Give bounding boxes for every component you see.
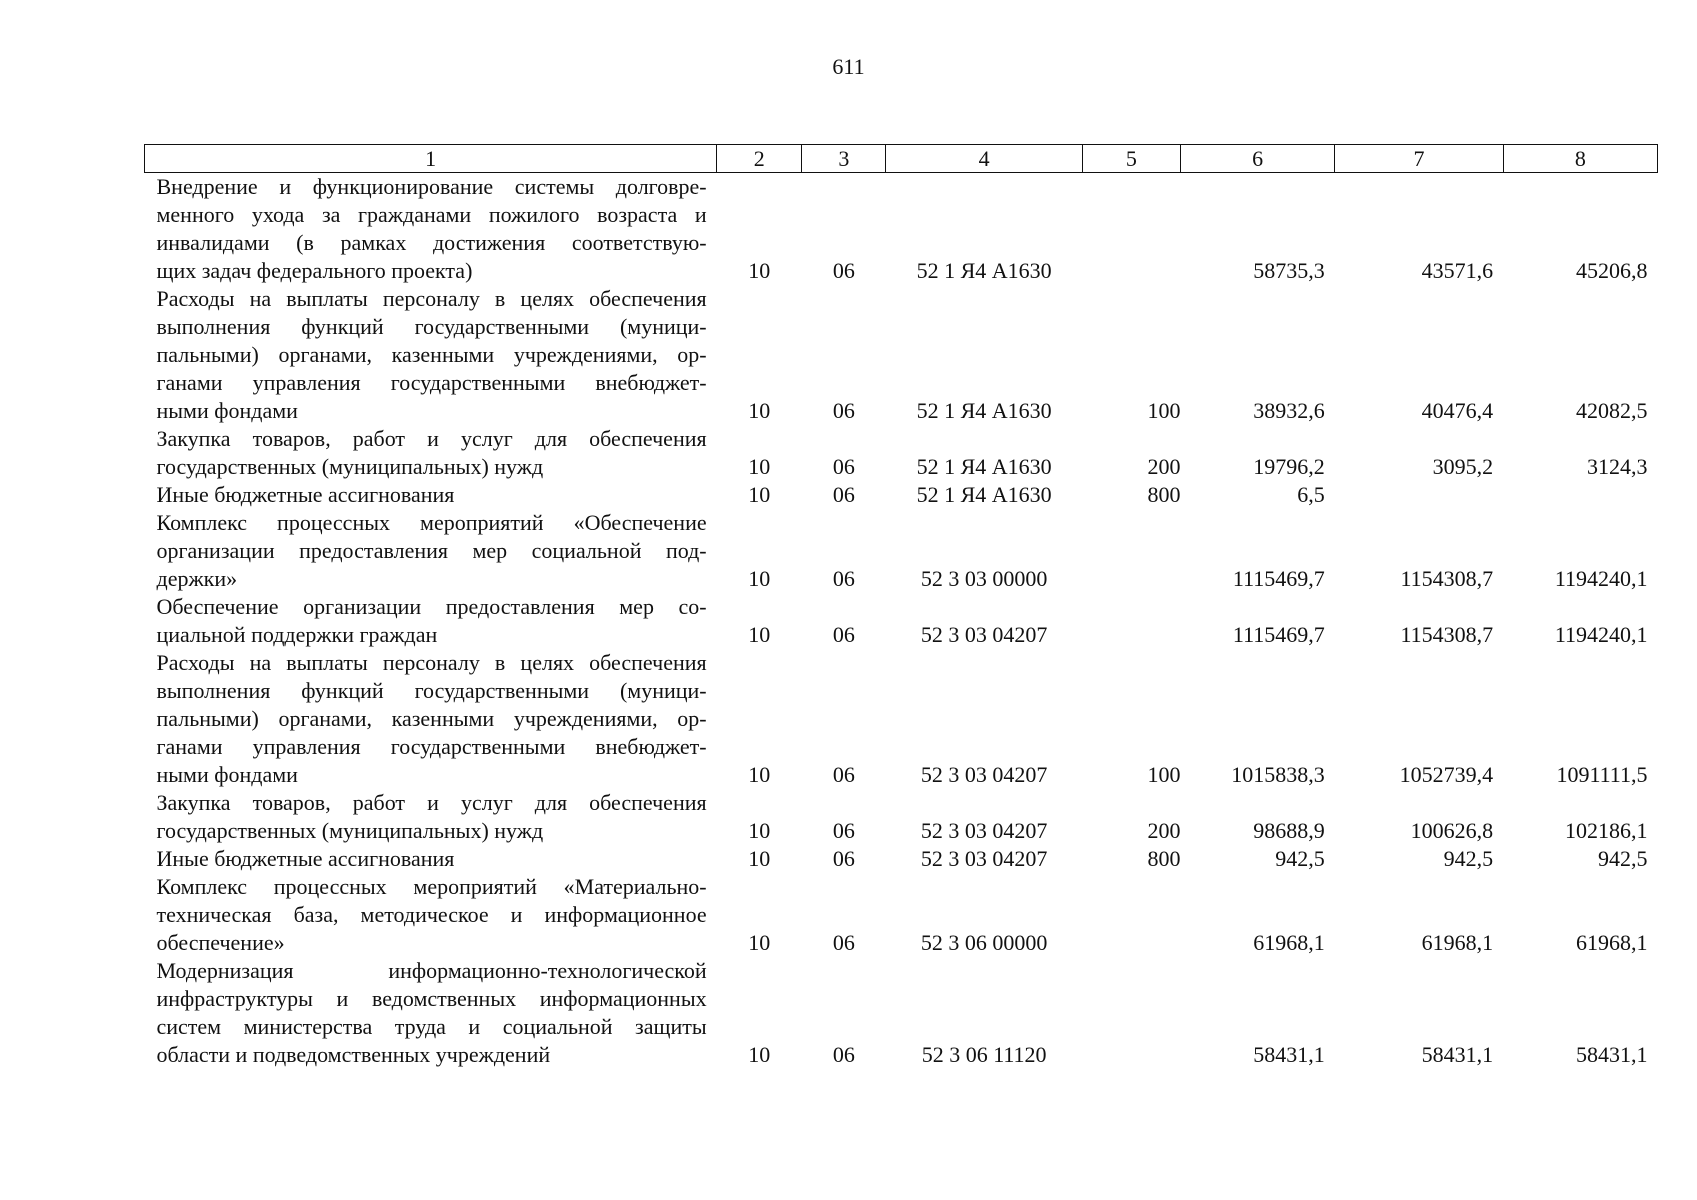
table-row xyxy=(145,957,1658,1069)
target-article-code: 52 3 03 04207 xyxy=(920,846,1048,871)
row-name-line: государственных (муниципальных) нужд xyxy=(156,818,544,843)
amount-year-2: 100626,8 xyxy=(1410,818,1494,843)
row-name-line: менного ухода за гражданами пожилого возраста и xyxy=(156,202,707,227)
table-row xyxy=(145,173,1658,286)
amount-year-1: 1115469,7 xyxy=(1232,622,1325,647)
amount-year-3: 61968,1 xyxy=(1576,930,1648,955)
section-code: 10 xyxy=(748,818,771,843)
row-name xyxy=(145,845,717,873)
row-name-line: пальными) органами, казенными учреждениями, ор- xyxy=(156,706,707,731)
row-name-line: ными фондами xyxy=(156,398,298,423)
row-name-line: пальными) органами, казенными учреждениями, ор- xyxy=(156,342,707,367)
amount-year-1: 1015838,3 xyxy=(1231,762,1325,787)
expense-type-code xyxy=(1082,173,1180,286)
row-name xyxy=(145,173,717,286)
subsection-code: 06 xyxy=(832,1042,855,1067)
target-article-code: 52 1 Я4 А1630 xyxy=(916,258,1052,283)
expense-type-code: 200 xyxy=(1147,818,1181,843)
target-article-code: 52 3 06 00000 xyxy=(920,930,1048,955)
table-row xyxy=(145,845,1658,873)
page-number: 611 xyxy=(832,54,865,79)
section-code: 10 xyxy=(748,762,771,787)
amount-year-2: 58431,1 xyxy=(1421,1042,1494,1067)
amount-year-2: 43571,6 xyxy=(1421,258,1494,283)
row-name-line: инвалидами (в рамках достижения соответствую- xyxy=(156,230,707,255)
subsection-code: 06 xyxy=(832,622,855,647)
row-name xyxy=(145,425,717,481)
row-name-line: Расходы на выплаты персоналу в целях обеспечения xyxy=(156,286,707,311)
row-name-line: выполнения функций государственными (муници- xyxy=(156,314,707,339)
table-row xyxy=(145,285,1658,425)
expense-type-code xyxy=(1082,593,1180,649)
section-code: 10 xyxy=(748,930,771,955)
target-article-code: 52 3 03 04207 xyxy=(920,762,1048,787)
row-name-line: Комплекс процессных мероприятий «Материально- xyxy=(156,874,707,899)
table-row xyxy=(145,649,1658,789)
budget-table xyxy=(144,144,1658,1069)
target-article-code: 52 1 Я4 А1630 xyxy=(916,398,1052,423)
row-name xyxy=(145,509,717,593)
amount-year-1: 61968,1 xyxy=(1253,930,1325,955)
row-name-line: циальной поддержки граждан xyxy=(156,622,438,647)
header-col-4: 4 xyxy=(886,145,1082,173)
subsection-code: 06 xyxy=(832,930,855,955)
row-name-line: Расходы на выплаты персоналу в целях обеспечения xyxy=(156,650,707,675)
row-name-line: Закупка товаров, работ и услуг для обеспечения xyxy=(156,426,707,451)
row-name-line: инфраструктуры и ведомственных информационных xyxy=(156,986,707,1011)
row-name xyxy=(145,957,717,1069)
amount-year-3: 42082,5 xyxy=(1576,398,1648,423)
amount-year-3: 102186,1 xyxy=(1565,818,1648,843)
amount-year-3: 1194240,1 xyxy=(1554,622,1648,647)
section-code: 10 xyxy=(748,1042,771,1067)
table-row xyxy=(145,789,1658,845)
table-header-row xyxy=(145,145,1658,173)
header-col-7: 7 xyxy=(1335,145,1503,173)
amount-year-1: 1115469,7 xyxy=(1232,566,1325,591)
section-code: 10 xyxy=(748,566,771,591)
row-name-line: Модернизация информационно-технологической xyxy=(156,958,707,983)
amount-year-1: 942,5 xyxy=(1275,846,1325,871)
target-article-code: 52 1 Я4 А1630 xyxy=(916,454,1052,479)
row-name xyxy=(145,481,717,509)
row-name-line: области и подведомственных учреждений xyxy=(156,1042,551,1067)
expense-type-code: 200 xyxy=(1147,454,1181,479)
amount-year-2: 1154308,7 xyxy=(1400,622,1494,647)
subsection-code: 06 xyxy=(832,762,855,787)
subsection-code: 06 xyxy=(832,566,855,591)
amount-year-1: 58735,3 xyxy=(1253,258,1325,283)
table-row xyxy=(145,509,1658,593)
subsection-code: 06 xyxy=(832,454,855,479)
section-code: 10 xyxy=(748,482,771,507)
amount-year-2: 942,5 xyxy=(1443,846,1494,871)
amount-year-2: 40476,4 xyxy=(1421,398,1494,423)
row-name-line: систем министерства труда и социальной защиты xyxy=(156,1014,707,1039)
amount-year-1: 38932,6 xyxy=(1253,398,1325,423)
row-name-line: выполнения функций государственными (муници- xyxy=(156,678,707,703)
amount-year-2: 1154308,7 xyxy=(1400,566,1494,591)
amount-year-1: 19796,2 xyxy=(1253,454,1325,479)
section-code: 10 xyxy=(748,398,771,423)
amount-year-3: 942,5 xyxy=(1598,846,1648,871)
row-name xyxy=(145,285,717,425)
expense-type-code xyxy=(1082,873,1180,957)
header-col-2: 2 xyxy=(717,145,802,173)
amount-year-2: 61968,1 xyxy=(1421,930,1494,955)
table-body xyxy=(145,173,1658,1070)
expense-type-code: 100 xyxy=(1147,398,1181,423)
row-name-line: Внедрение и функционирование системы долговре- xyxy=(156,174,707,199)
expense-type-code xyxy=(1082,957,1180,1069)
row-name-line: держки» xyxy=(156,566,238,591)
row-name-line: щих задач федерального проекта) xyxy=(156,258,473,283)
subsection-code: 06 xyxy=(832,398,855,423)
row-name-line: Закупка товаров, работ и услуг для обеспечения xyxy=(156,790,707,815)
amount-year-2 xyxy=(1335,481,1503,509)
amount-year-1: 58431,1 xyxy=(1253,1042,1325,1067)
row-name-line: Комплекс процессных мероприятий «Обеспечение xyxy=(156,510,707,535)
amount-year-1: 6,5 xyxy=(1297,482,1325,507)
header-col-8: 8 xyxy=(1503,145,1657,173)
amount-year-1: 98688,9 xyxy=(1253,818,1325,843)
row-name-line: Иные бюджетные ассигнования xyxy=(156,846,455,871)
subsection-code: 06 xyxy=(832,818,855,843)
row-name-line: организации предоставления мер социальной под- xyxy=(156,538,707,563)
row-name-line: техническая база, методическое и информационное xyxy=(156,902,707,927)
header-col-1: 1 xyxy=(145,145,717,173)
target-article-code: 52 3 03 04207 xyxy=(920,622,1048,647)
expense-type-code: 800 xyxy=(1147,482,1181,507)
expense-type-code xyxy=(1082,509,1180,593)
row-name xyxy=(145,649,717,789)
target-article-code: 52 3 03 04207 xyxy=(920,818,1048,843)
target-article-code: 52 1 Я4 А1630 xyxy=(916,482,1052,507)
table-row xyxy=(145,593,1658,649)
row-name-line: обеспечение» xyxy=(156,930,285,955)
subsection-code: 06 xyxy=(832,846,855,871)
header-col-5: 5 xyxy=(1082,145,1180,173)
subsection-code: 06 xyxy=(832,482,855,507)
section-code: 10 xyxy=(748,846,771,871)
amount-year-3: 3124,3 xyxy=(1587,454,1648,479)
subsection-code: 06 xyxy=(832,258,855,283)
row-name-line: ными фондами xyxy=(156,762,298,787)
row-name xyxy=(145,789,717,845)
row-name-line: ганами управления государственными внебюджет- xyxy=(156,370,707,395)
amount-year-3: 45206,8 xyxy=(1576,258,1648,283)
row-name xyxy=(145,593,717,649)
header-col-6: 6 xyxy=(1181,145,1335,173)
table-row xyxy=(145,481,1658,509)
target-article-code: 52 3 06 11120 xyxy=(921,1042,1047,1067)
amount-year-3: 1091111,5 xyxy=(1556,762,1648,787)
row-name-line: Иные бюджетные ассигнования xyxy=(156,482,455,507)
amount-year-3: 1194240,1 xyxy=(1554,566,1648,591)
amount-year-3 xyxy=(1503,481,1657,509)
table-row xyxy=(145,425,1658,481)
row-name-line: ганами управления государственными внебюджет- xyxy=(156,734,707,759)
row-name xyxy=(145,873,717,957)
table-row xyxy=(145,873,1658,957)
expense-type-code: 100 xyxy=(1147,762,1181,787)
header-col-3: 3 xyxy=(802,145,886,173)
row-name-line: государственных (муниципальных) нужд xyxy=(156,454,544,479)
row-name-line: Обеспечение организации предоставления мер со- xyxy=(156,594,707,619)
section-code: 10 xyxy=(748,622,771,647)
amount-year-2: 3095,2 xyxy=(1432,454,1494,479)
target-article-code: 52 3 03 00000 xyxy=(920,566,1048,591)
section-code: 10 xyxy=(748,258,771,283)
amount-year-2: 1052739,4 xyxy=(1399,762,1494,787)
amount-year-3: 58431,1 xyxy=(1576,1042,1648,1067)
expense-type-code: 800 xyxy=(1147,846,1181,871)
section-code: 10 xyxy=(748,454,771,479)
